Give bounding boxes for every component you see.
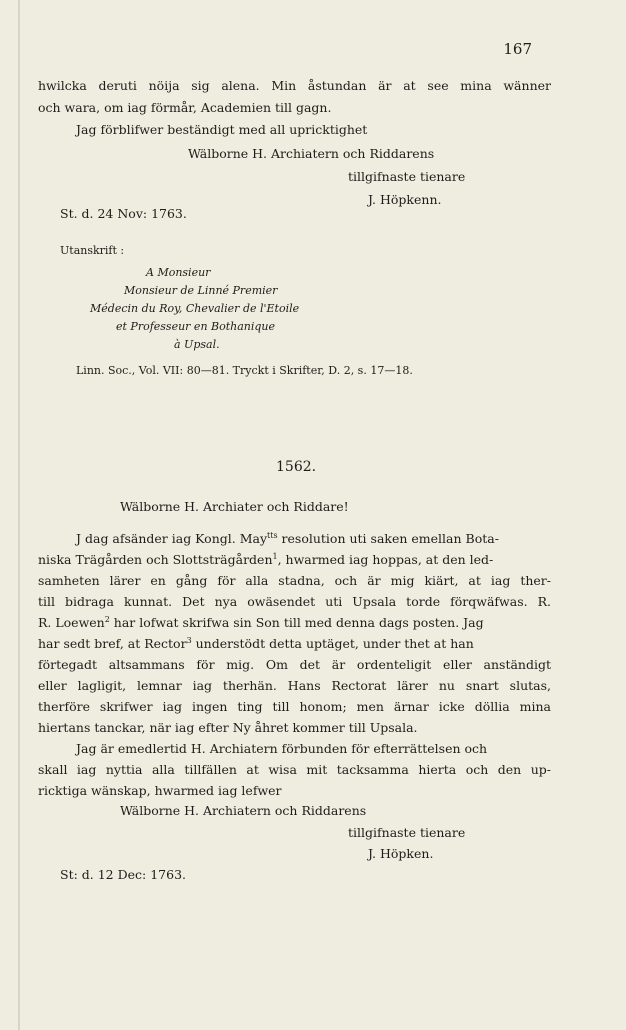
text-line: [38, 549, 551, 571]
text-segment: har lofwat skrifwa sin Son till med denna dags posten. Jag: [109, 615, 484, 630]
address-line: Médecin du Roy, Chevalier de l'Etoile: [90, 302, 300, 315]
letter-date: St: d. 12 Dec: 1763.: [60, 867, 186, 882]
closing-line: Jag förblifwer beständigt med all upricktighet: [76, 122, 368, 137]
address-line: à Upsal.: [174, 338, 220, 351]
address-label: Utanskrift :: [60, 244, 125, 257]
page-fold-shadow: [18, 0, 20, 1030]
address-line: Monsieur de Linné Premier: [124, 284, 278, 297]
footnote-marker: 3: [186, 635, 192, 645]
closing-line: tillgifnaste tienare: [348, 825, 466, 840]
closing-line: Wälborne H. Archiatern och Riddarens: [188, 146, 435, 161]
source-note: Linn. Soc., Vol. VII: 80—81. Tryckt i Skrifter, D. 2, s. 17—18.: [76, 364, 413, 377]
text-segment: J dag afsänder iag Kongl. May: [76, 531, 268, 546]
superscript: tts: [267, 530, 278, 540]
text-segment: understödt detta uptäget, under thet at han: [191, 636, 474, 651]
text-line: Jag är emedlertid H. Archiatern förbunden för efterrättelsen och: [76, 741, 488, 756]
footnote-marker: 1: [272, 551, 278, 561]
text-segment: niska Trägården och Slottsträgården: [38, 552, 273, 567]
text-line: skall iag nyttia alla tillfällen at wisa mit tacksamma hierta och den up-: [38, 762, 551, 777]
text-line: [38, 612, 551, 634]
text-segment: R. Loewen: [38, 615, 105, 630]
text-segment: resolution uti saken emellan Bota-: [277, 531, 499, 546]
salutation: Wälborne H. Archiater och Riddare!: [120, 499, 349, 514]
address-line: et Professeur en Bothanique: [116, 320, 276, 333]
signature: J. Höpken.: [368, 846, 434, 861]
text-line: samheten lärer en gång för alla stadna, och är mig kiärt, at iag ther-: [38, 573, 551, 588]
page-number: 167: [503, 40, 532, 58]
text-line: hwilcka deruti nöija sig alena. Min åstundan är at see mina wänner: [38, 78, 551, 93]
text-line: till bidraga kunnat. Det nya owäsendet uti Upsala torde förqwäfwas. R.: [38, 594, 551, 609]
address-line: A Monsieur: [146, 266, 211, 279]
letter-number: 1562.: [276, 459, 317, 475]
text-segment: , hwarmed iag hoppas, at den led-: [277, 552, 494, 567]
footnote-marker: 2: [104, 614, 110, 624]
text-line: eller lagligit, lemnar iag therhän. Hans Rectorat lärer nu snart slutas,: [38, 678, 551, 693]
text-line: [76, 528, 551, 550]
closing-line: tillgifnaste tienare: [348, 169, 466, 184]
closing-line: Wälborne H. Archiatern och Riddarens: [120, 803, 367, 818]
text-line: hiertans tanckar, när iag efter Ny åhret kommer till Upsala.: [38, 720, 418, 735]
text-line: och wara, om iag förmår, Academien till gagn.: [38, 100, 332, 115]
signature: J. Höpkenn.: [368, 192, 442, 207]
text-segment: har sedt bref, at Rector: [38, 636, 187, 651]
text-line: förtegadt altsammans för mig. Om det är ordenteligit eller anständigt: [38, 657, 551, 672]
text-line: [38, 633, 551, 655]
text-line: therföre skrifwer iag ingen ting till honom; men ärnar icke döllia mina: [38, 699, 551, 714]
letter-date: St. d. 24 Nov: 1763.: [60, 206, 187, 221]
text-line: ricktiga wänskap, hwarmed iag lefwer: [38, 783, 282, 798]
